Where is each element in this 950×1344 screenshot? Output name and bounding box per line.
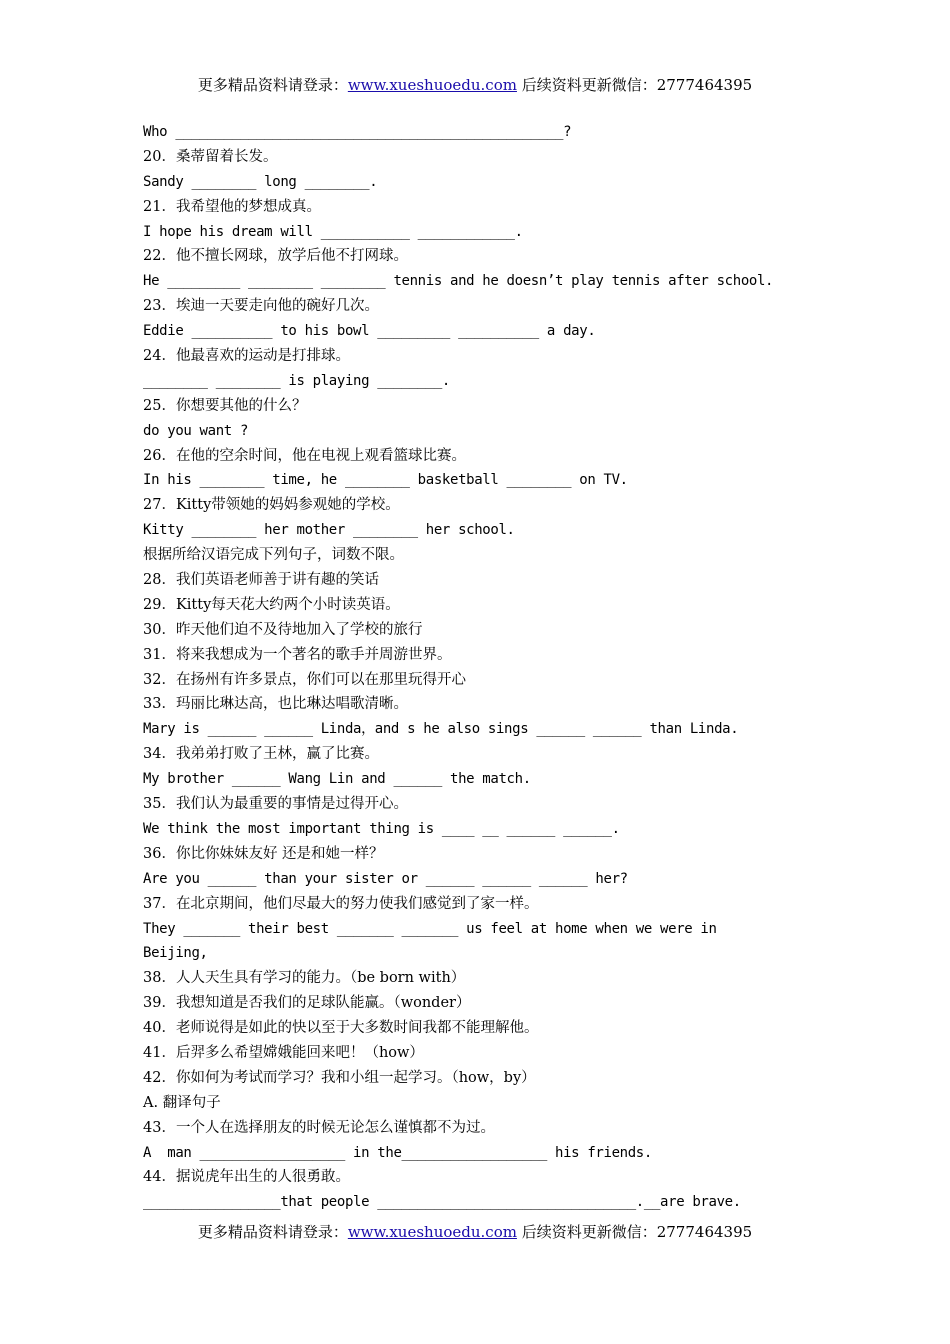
question-prompt: 29．Kitty每天花大约两个小时读英语。: [143, 596, 400, 613]
footer-url-link[interactable]: www.xueshuoedu.com: [347, 1223, 517, 1241]
footer-suffix: 后续资料更新微信：2777464395: [516, 1223, 753, 1241]
answer-line: Who ________________________________________________?: [143, 124, 572, 140]
answer-line: Beijing,: [143, 945, 208, 962]
question-prompt: 39．我想知道是否我们的足球队能赢。（wonder）: [143, 995, 471, 1012]
question-prompt: 41．后羿多么希望嫦娥能回来吧！（how）: [143, 1044, 424, 1061]
answer-line: Eddie __________ to his bowl _________ __________ a day.: [143, 323, 596, 340]
answer-line: A man __________________ in the__________________ his friends.: [143, 1144, 652, 1161]
answer-line: I hope his dream will ___________ ____________.: [143, 223, 523, 240]
question-prompt: 31．将来我想成为一个著名的歌手并周游世界。: [143, 646, 452, 663]
question-prompt: 42．你如何为考试而学习？我和小组一起学习。（how，by）: [143, 1069, 536, 1086]
header-prefix: 更多精品资料请登录：: [197, 76, 348, 94]
question-prompt: 37．在北京期间，他们尽最大的努力使我们感觉到了家一样。: [143, 895, 539, 912]
header-url-link[interactable]: www.xueshuoedu.com: [347, 76, 517, 94]
question-prompt: 32．在扬州有许多景点，你们可以在那里玩得开心: [143, 671, 466, 688]
answer-line: _________________that people ________________________________.__are brave.: [143, 1194, 741, 1211]
question-prompt: 36．你比你妹妹友好 还是和她一样？: [143, 845, 384, 862]
question-prompt: 23．埃迪一天要走向他的碗好几次。: [143, 298, 379, 315]
question-prompt: 22．他不擅长网球，放学后他不打网球。: [143, 248, 408, 265]
question-prompt: 21．我希望他的梦想成真。: [143, 198, 321, 215]
question-prompt: 35．我们认为最重要的事情是过得开心。: [143, 796, 408, 813]
question-prompt: 43．一个人在选择朋友的时候无论怎么谨慎都不为过。: [143, 1119, 495, 1136]
answer-line: In his ________ time, he ________ basketball ________ on TV.: [143, 472, 628, 489]
question-prompt: 20．桑蒂留着长发。: [143, 148, 278, 165]
answer-line: do you want ?: [143, 422, 249, 439]
answer-line: He _________ ________ ________ tennis and he doesn’t play tennis after school.: [143, 273, 774, 290]
question-prompt: 25．你想要其他的什么？: [143, 397, 307, 414]
worksheet-body: [143, 120, 808, 1215]
question-prompt: 33．玛丽比琳达高，也比琳达唱歌清晰。: [143, 696, 408, 713]
answer-line: Are you ______ than your sister or ______ ______ ______ her?: [143, 870, 628, 887]
question-prompt: 24．他最喜欢的运动是打排球。: [143, 348, 350, 365]
question-prompt: 26．在他的空余时间，他在电视上观看篮球比赛。: [143, 447, 466, 464]
answer-line: Kitty ________ her mother ________ her school.: [143, 522, 515, 539]
answer-line: Mary is ______ ______ Linda，and s he also sings ______ ______ than Linda.: [143, 721, 739, 738]
answer-line: They _______ their best _______ _______ us feel at home when we were in: [143, 920, 717, 937]
answer-line: We think the most important thing is ____ __ ______ ______.: [143, 820, 620, 837]
question-prompt: 44．据说虎年出生的人很勇敢。: [143, 1169, 350, 1186]
answer-line: My brother ______ Wang Lin and ______ the match.: [143, 771, 531, 788]
question-prompt: 30．昨天他们迫不及待地加入了学校的旅行: [143, 621, 423, 638]
footer-banner: [0, 1221, 950, 1242]
footer-prefix: 更多精品资料请登录：: [197, 1223, 348, 1241]
header-banner: [0, 74, 950, 95]
answer-line: Sandy ________ long ________.: [143, 173, 378, 190]
question-prompt: 40．老师说得是如此的快以至于大多数时间我都不能理解他。: [143, 1020, 539, 1037]
question-prompt: 根据所给汉语完成下列句子，词数不限。: [143, 547, 404, 564]
question-prompt: A. 翻译句子: [143, 1094, 221, 1111]
question-prompt: 27．Kitty带领她的妈妈参观她的学校。: [143, 497, 400, 514]
question-prompt: 28．我们英语老师善于讲有趣的笑话: [143, 572, 379, 589]
header-suffix: 后续资料更新微信：2777464395: [516, 76, 753, 94]
question-prompt: 34．我弟弟打败了王林，赢了比赛。: [143, 746, 379, 763]
question-prompt: 38．人人天生具有学习的能力。（be born with）: [143, 970, 466, 987]
answer-line: ________ ________ is playing ________.: [143, 372, 450, 389]
